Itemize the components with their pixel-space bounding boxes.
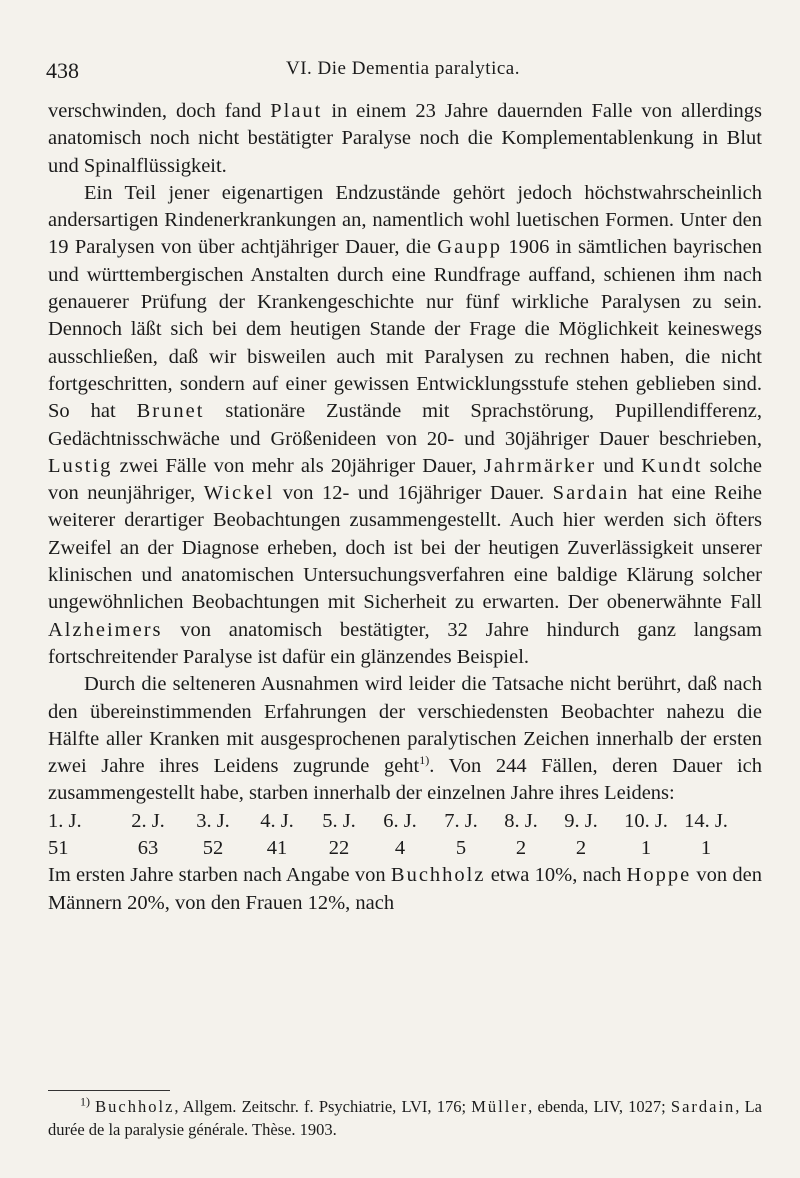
text-run: in einem 23 Jahre dauernden Falle von allerdings anatomisch noch nicht bestätigter Paralyse noch die Komplementablenkung in Blut und Spinalflüssigkeit. [48, 100, 762, 177]
year-cell: 14. J. [684, 809, 728, 832]
deaths-cell: 1 [700, 837, 712, 860]
spaced-name: Jahrmärker [483, 454, 597, 477]
spaced-name: Sardain [670, 1097, 736, 1116]
deaths-cell: 52 [202, 837, 224, 860]
spaced-name: Lustig [48, 454, 113, 477]
text-run: . Von 244 Fällen, deren Dauer ich zusammengestellt habe, starben innerhalb der einzelnen Jahre ihres Leidens: [48, 755, 763, 805]
closing-line [48, 862, 762, 917]
deaths-cell: 63 [137, 837, 159, 860]
deaths-cell: 2 [515, 837, 527, 860]
footnote-marker: 1) [80, 1094, 90, 1109]
deaths-cell: 22 [328, 837, 350, 860]
spaced-name: Wickel [203, 482, 275, 505]
year-cell: 10. J. [624, 809, 668, 832]
text-run: von anatomisch bestätigter, 32 Jahre hindurch ganz langsam fortschreitender Paralyse ist dafür ein glänzendes Beispiel. [48, 618, 762, 668]
text-run: , ebenda, LIV, 1027; [528, 1097, 671, 1116]
text-run: Durch die selteneren Ausnahmen wird leider die Tatsache nicht berührt, daß nach den übereinstimmenden Erfahrungen der verschiedensten Beobachter nahezu die Hälfte aller Kranken mit ausgesprochenen paralytischen Zeichen innerhalb der ersten zwei Jahre ihres Leidens zugrunde geht [48, 673, 762, 778]
running-title: VI. Die Dementia paralytica. [286, 58, 520, 79]
year-cell: 8. J. [504, 809, 538, 832]
text-run: solche von neunjähriger, [48, 454, 762, 505]
text-run: von den Männern 20%, von den Frauen 12%, nach [48, 864, 762, 914]
page-header [46, 58, 760, 86]
footnote [48, 1095, 762, 1141]
main-text [48, 98, 762, 917]
deaths-cell: 2 [575, 837, 587, 860]
text-run: Ein Teil jener eigenartigen Endzustände gehört jedoch höchstwahrscheinlich andersartigen Rindenerkrankungen an, namentlich wohl luetischen Formen. Unter den 19 Paralysen von über achtjähriger Dauer, die [48, 181, 762, 259]
page-number: 438 [46, 58, 79, 83]
year-cell: 2. J. [131, 809, 165, 832]
year-cell: 6. J. [383, 809, 417, 832]
paragraph-1 [48, 98, 762, 180]
death-duration-table [48, 808, 762, 863]
deaths-cell: 1 [640, 837, 652, 860]
spaced-name: Gaupp [437, 236, 502, 259]
deaths-cell: 41 [266, 837, 288, 860]
deaths-cell: 5 [455, 837, 467, 860]
text-run: 1906 in sämtlichen bayrischen und württembergischen Anstalten durch eine Rundfrage auffand, schienen ihm nach genauerer Prüfung der Krankengeschichte nur fünf wirkliche Paralysen zu sein. Dennoch läßt sich bei dem heutigen Stande der Frage die Möglichkeit keineswegs ausschließen, daß wir bisweilen auch mit Paralysen zu rechnen haben, die nicht fortgeschritten, sondern auf einer gewissen Entwicklungsstufe stehen geblieben sind. So hat [48, 236, 762, 423]
text-run: etwa 10%, nach [485, 864, 627, 887]
text-run: , La durée de la paralysie générale. Thèse. 1903. [48, 1097, 762, 1139]
year-cell: 7. J. [444, 809, 478, 832]
spaced-name: Plaut [270, 100, 323, 122]
paragraph-2 [48, 180, 762, 671]
spaced-name: Buchholz [95, 1097, 175, 1116]
text-run: stationäre Zustände mit Sprachstörung, Pupillendifferenz, Gedächtnisschwäche und Größenideen von 20- und 30jähriger Dauer beschrieben, [48, 400, 762, 450]
text-run: und [596, 454, 642, 477]
deaths-cell: 4 [394, 837, 406, 860]
text-run: hat eine Reihe weiterer derartiger Beobachtungen zusammengestellt. Auch hier werden sich öfters Zweifel an der Diagnose erheben, doch ist bei der heutigen Zuverlässigkeit unserer klinischen und anatomischen Untersuchungsverfahren eine baldige Klärung solcher ungewöhnlichen Beobachtungen mit Sicherheit zu erwarten. Der obenerwähnte Fall [48, 482, 762, 614]
text-run: Im ersten Jahre starben nach Angabe von [48, 864, 391, 887]
footnote-marker: 1) [419, 753, 430, 768]
spaced-name: Kundt [641, 454, 703, 477]
spaced-name: Müller [471, 1097, 529, 1116]
footnote-text [48, 1095, 762, 1141]
footnote-rule [48, 1090, 170, 1091]
spaced-name: Hoppe [626, 864, 692, 887]
year-cell: 5. J. [322, 809, 356, 832]
spaced-name: Buchholz [390, 864, 486, 887]
text-run: von 12- und 16jähriger Dauer. [274, 482, 553, 505]
text-run: , Allgem. Zeitschr. f. Psychiatrie, LVI, 176; [174, 1097, 472, 1116]
spaced-name: Sardain [552, 482, 630, 505]
year-cell: 1. J. [48, 809, 82, 832]
spaced-name: Alzheimers [48, 618, 163, 641]
paragraph-3 [48, 671, 762, 807]
text-run: zwei Fälle von mehr als 20jähriger Dauer, [112, 454, 484, 477]
year-cell: 9. J. [564, 809, 598, 832]
text-run: verschwinden, doch fand [48, 100, 271, 122]
spaced-name: Brunet [136, 400, 205, 423]
year-cell: 4. J. [260, 809, 294, 832]
deaths-cell: 51 [48, 837, 69, 860]
year-cell: 3. J. [196, 809, 230, 832]
